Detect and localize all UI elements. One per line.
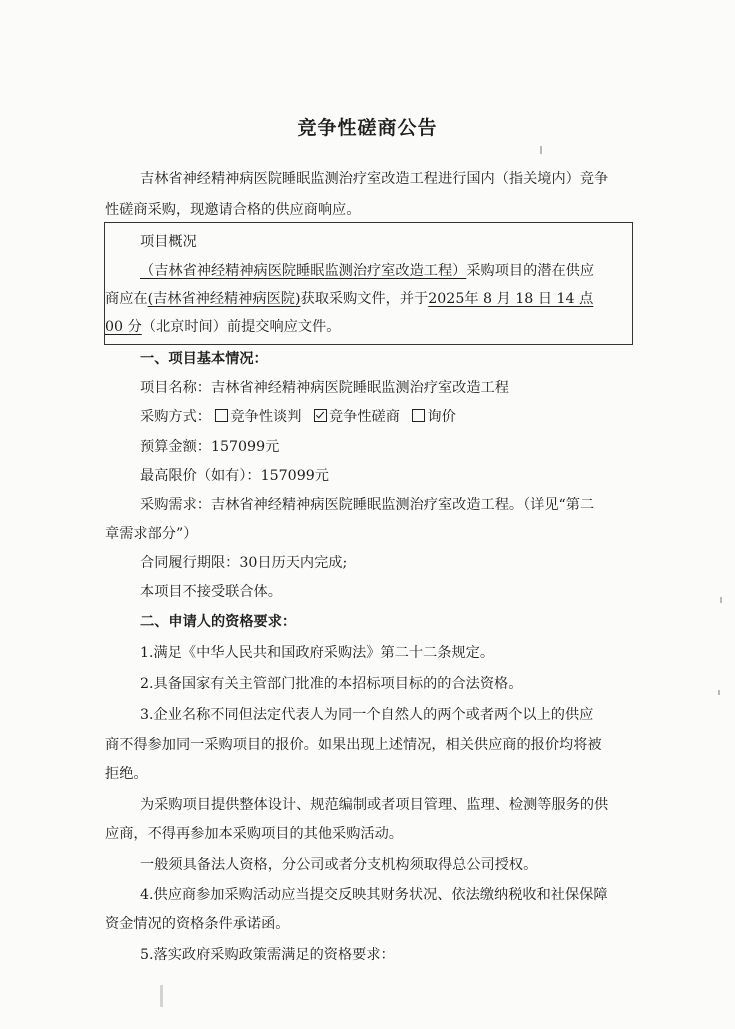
overview-line-3	[105, 317, 340, 337]
procurement-method	[140, 407, 456, 427]
scan-speck	[160, 985, 163, 1007]
project-name: 项目名称：吉林省神经精神病医院睡眠监测治疗室改造工程	[140, 380, 509, 396]
checkbox-consultation-checked	[314, 409, 327, 422]
method-option-consultation: 竞争性磋商	[328, 409, 400, 425]
qualification-item-3-line-3: 拒绝。	[105, 766, 148, 782]
qualification-item-5: 5.落实政府采购政策需满足的资格要求：	[140, 947, 395, 963]
overview-text-c: 获取采购文件，并于	[300, 291, 429, 307]
deadline-date: 2025年 8 月 18 日 14 点	[428, 291, 594, 307]
page-title: 竞争性磋商公告	[297, 117, 438, 139]
qualification-item-4-line-2: 资金情况的资格条件承诺函。	[105, 916, 290, 932]
document-place-underlined: (吉林省神经精神病医院)	[147, 291, 301, 307]
overview-line-1	[140, 261, 594, 281]
section2-heading: 二、申请人的资格要求：	[140, 614, 297, 630]
qualification-item-3-line-2: 商不得参加同一采购项目的报价。如果出现上述情况，相关供应商的报价均将被	[105, 737, 602, 753]
qualification-item-1: 1.满足《中华人民共和国政府采购法》第二十二条规定。	[140, 645, 495, 661]
overview-heading: 项目概况	[140, 234, 197, 250]
scan-speck	[720, 597, 722, 603]
overview-text-d: （北京时间）前提交响应文件。	[141, 319, 341, 335]
consortium-note: 本项目不接受联合体。	[140, 584, 282, 600]
scan-speck	[540, 146, 542, 154]
method-label: 采购方式：	[140, 409, 211, 425]
deadline-minute: 00 分	[105, 319, 142, 335]
checkbox-negotiation	[215, 409, 228, 422]
max-price: 最高限价（如有）：157099元	[140, 468, 329, 484]
overview-text-b: 商应在	[105, 291, 148, 307]
design-service-para-line-2: 应商，不得再参加本采购项目的其他采购活动。	[105, 826, 403, 842]
design-service-para-line-1: 为采购项目提供整体设计、规范编制或者项目管理、监理、检测等服务的供	[140, 797, 609, 813]
intro-line-2: 性磋商采购，现邀请合格的供应商响应。	[105, 202, 361, 218]
budget-amount: 预算金额：157099元	[140, 439, 280, 455]
section1-heading: 一、项目基本情况：	[140, 351, 268, 367]
contract-period: 合同履行期限：30日历天内完成;	[140, 555, 348, 571]
method-option-negotiation: 竞争性谈判	[230, 409, 302, 425]
overview-text-a: 采购项目的潜在供应	[466, 263, 595, 279]
qualification-item-4-line-1: 4.供应商参加采购活动应当提交反映其财务状况、依法缴纳税收和社保保障	[140, 887, 608, 903]
scan-speck	[718, 690, 720, 695]
qualification-item-3-line-1: 3.企业名称不同但法定代表人为同一个自然人的两个或者两个以上的供应	[140, 707, 594, 723]
intro-line-1: 吉林省神经精神病医院睡眠监测治疗室改造工程进行国内（指关境内）竞争	[140, 171, 609, 187]
requirement-line-2: 章需求部分”）	[105, 526, 198, 542]
legal-person-para: 一般须具备法人资格，分公司或者分支机构须取得总公司授权。	[140, 857, 538, 873]
qualification-item-2: 2.具备国家有关主管部门批准的本招标项目标的的合法资格。	[140, 676, 523, 692]
checkbox-inquiry	[412, 409, 425, 422]
project-name-underlined: （吉林省神经精神病医院睡眠监测治疗室改造工程）	[140, 263, 467, 279]
overview-line-2	[105, 289, 593, 309]
requirement-line-1: 采购需求：吉林省神经精神病医院睡眠监测治疗室改造工程。（详见“第二	[140, 497, 595, 513]
method-option-inquiry: 询价	[427, 409, 456, 425]
